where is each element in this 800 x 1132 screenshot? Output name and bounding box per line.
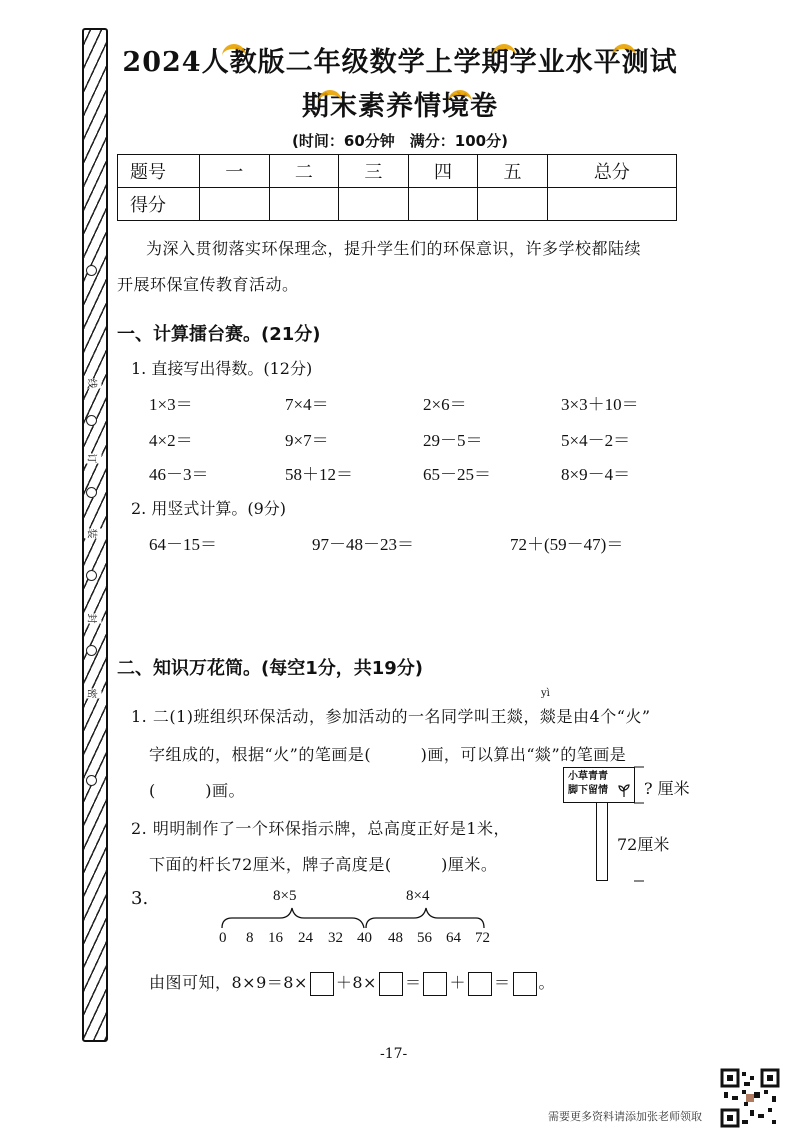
equation-text: 由图可知，8×9＝8× [149, 973, 308, 992]
table-cell: 二 [269, 155, 339, 188]
exam-info: (时间：60分钟 满分：100分) [292, 132, 508, 150]
binding-char: 订 [85, 454, 102, 464]
question-text: 1. 二(1)班组织环保活动，参加活动的一名同学叫王燚，燚是由4个“火” [131, 707, 651, 726]
question-text: 字组成的，根据“火”的笔画是( )画，可以算出“燚”的笔画是 [149, 745, 627, 764]
table-cell: 总分 [547, 155, 676, 188]
equation-text: 。 [538, 973, 556, 992]
intro-line: 为深入贯彻落实环保理念，提升学生们的环保意识，许多学校都陆续 [146, 239, 642, 258]
vertical-calc-item: 72＋(59－47)＝ [510, 535, 624, 554]
tick-label: 56 [417, 930, 432, 946]
tick-label: 64 [446, 930, 461, 946]
question-number: 3. [131, 888, 149, 909]
answer-box[interactable] [423, 972, 447, 996]
equation-text: ＝ [493, 973, 511, 992]
binding-char: 封 [85, 614, 102, 624]
page-subtitle: 期末素养情境卷 [302, 91, 498, 122]
score-cell[interactable] [269, 188, 339, 221]
calc-item: 58＋12＝ [285, 465, 353, 484]
rainbow-icon [222, 44, 246, 65]
table-cell: 题号 [118, 155, 200, 188]
question-text: 下面的杆长72厘米，牌子高度是( )厘米。 [149, 855, 498, 874]
binding-hole [86, 487, 97, 498]
qr-code-icon [720, 1068, 780, 1128]
binding-char: 线 [85, 379, 102, 389]
tick-label: 16 [268, 930, 283, 946]
page-title: 2024人教版二年级数学上学期学业水平测试 [122, 47, 678, 78]
pinyin-annotation: yì [541, 688, 550, 699]
calc-item: 1×3＝ [149, 395, 193, 414]
table-cell: 四 [408, 155, 478, 188]
intro-line: 开展环保宣传教育活动。 [117, 275, 299, 294]
rainbow-icon [448, 90, 472, 111]
calc-item: 4×2＝ [149, 431, 193, 450]
tick-label: 0 [219, 930, 227, 946]
brace-label-left: 8×5 [273, 888, 297, 904]
table-cell: 三 [339, 155, 409, 188]
table-cell: 一 [200, 155, 270, 188]
binding-hole [86, 265, 97, 276]
calc-item: 8×9－4＝ [561, 465, 631, 484]
sign-height-label: ? 厘米 [644, 779, 690, 798]
tick-label: 72 [475, 930, 490, 946]
rainbow-icon [492, 44, 516, 65]
score-cell[interactable] [200, 188, 270, 221]
calc-item: 46－3＝ [149, 465, 209, 484]
binding-hole [86, 570, 97, 581]
question-title: 2. 用竖式计算。(9分) [131, 499, 287, 518]
table-row [118, 188, 677, 221]
calc-item: 9×7＝ [285, 431, 329, 450]
calc-item: 29－5＝ [423, 431, 483, 450]
sign-text: 小草青青 [568, 771, 608, 782]
binding-hole [86, 415, 97, 426]
sign-text: 脚下留情 [568, 785, 608, 796]
equation-row [149, 966, 555, 1000]
vertical-calc-item: 97－48－23＝ [312, 535, 414, 554]
number-line-braces [218, 906, 488, 930]
question-text: 2. 明明制作了一个环保指示牌，总高度正好是1米， [131, 819, 511, 838]
rainbow-icon [612, 44, 636, 65]
equation-text: ＝ [404, 973, 422, 992]
tick-label: 24 [298, 930, 313, 946]
pole-height-label: 72厘米 [617, 835, 670, 854]
score-table [117, 154, 677, 221]
vertical-calc-item: 64－15＝ [149, 535, 217, 554]
leaf-icon [616, 782, 632, 798]
binding-hole [86, 775, 97, 786]
tick-label: 32 [328, 930, 343, 946]
tick-label: 48 [388, 930, 403, 946]
table-cell: 得分 [118, 188, 200, 221]
equation-text: ＋ [449, 973, 466, 992]
page-number: -17- [380, 1046, 408, 1062]
tick-label: 40 [357, 930, 372, 946]
footer-note: 需要更多资料请添加张老师领取 [548, 1110, 702, 1123]
calc-item: 65－25＝ [423, 465, 491, 484]
rainbow-icon [318, 90, 342, 111]
calc-item: 3×3＋10＝ [561, 395, 639, 414]
section-title: 二、知识万花筒。(每空1分，共19分) [117, 658, 424, 679]
table-row [118, 155, 677, 188]
calc-item: 7×4＝ [285, 395, 329, 414]
answer-box[interactable] [310, 972, 334, 996]
calc-item: 5×4－2＝ [561, 431, 631, 450]
score-cell[interactable] [478, 188, 548, 221]
binding-char: 装 [85, 529, 102, 539]
question-title: 1. 直接写出得数。(12分) [131, 359, 313, 378]
table-cell: 五 [478, 155, 548, 188]
brace-label-right: 8×4 [406, 888, 430, 904]
binding-char: 密 [85, 689, 102, 699]
tick-label: 8 [246, 930, 254, 946]
score-cell[interactable] [339, 188, 409, 221]
answer-box[interactable] [468, 972, 492, 996]
binding-hole [86, 645, 97, 656]
question-text: ( )画。 [149, 781, 245, 800]
answer-box[interactable] [513, 972, 537, 996]
section-title: 一、计算擂台赛。(21分) [117, 324, 321, 345]
calc-item: 2×6＝ [423, 395, 467, 414]
sign-pole [596, 803, 608, 881]
answer-box[interactable] [379, 972, 403, 996]
score-cell[interactable] [547, 188, 676, 221]
score-cell[interactable] [408, 188, 478, 221]
equation-text: ＋8× [335, 973, 377, 992]
